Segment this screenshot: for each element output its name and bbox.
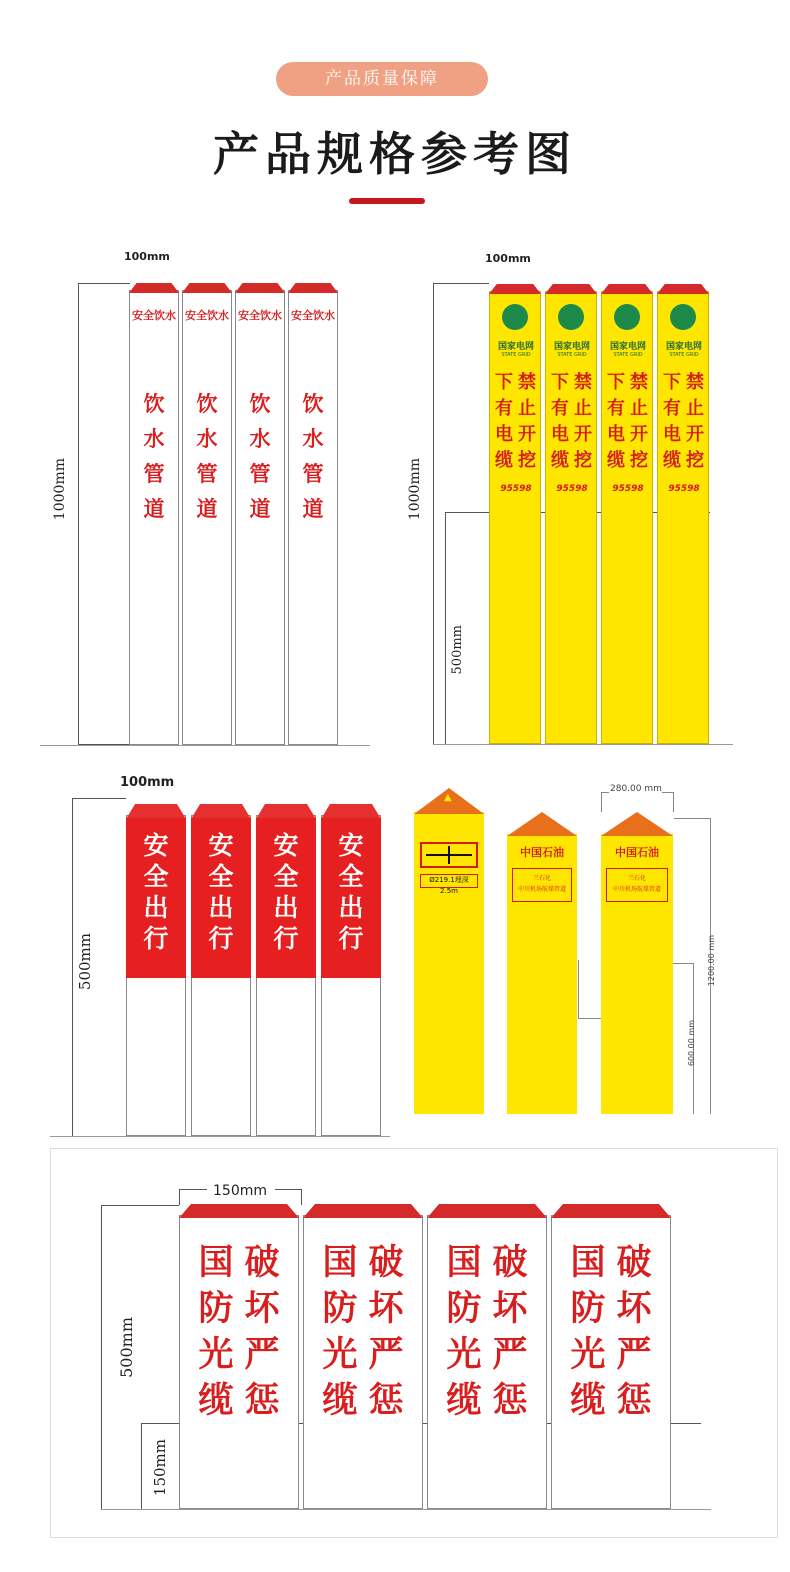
post: 安 全 出 行 [126, 815, 186, 1136]
marker: 国 防 光 缆 破 坏 严 惩 [303, 1215, 423, 1509]
half-height-label: 500mm [450, 625, 465, 675]
marker: 国 防 光 缆 破 坏 严 惩 [427, 1215, 547, 1509]
post [129, 290, 179, 745]
state-grid-logo-icon [502, 304, 528, 330]
width-label: 150mm [213, 1183, 267, 1199]
height-label: 500mm [117, 1317, 136, 1378]
width-label: 100mm [485, 252, 531, 265]
post: 安 全 出 行 [191, 815, 251, 1136]
pipe-symbol-icon [420, 842, 478, 868]
width-label: 100mm [124, 250, 170, 263]
post: 国家电网 STATE GRID 下 有 电 缆 禁 止 开 挖 95598 [657, 291, 709, 744]
quality-badge: 产品质量保障 [276, 62, 488, 96]
page-title: 产品规格参考图 [213, 127, 577, 181]
post: 安全饮水 饮 水 管 道 [182, 290, 232, 745]
post: 国家电网 STATE GRID 下 有 电 缆 禁 止 开 挖 95598 [545, 291, 597, 744]
panel-state-grid [395, 240, 790, 750]
width-label: 280.00 mm [610, 784, 662, 794]
post: 国家电网 STATE GRID 下 有 电 缆 禁 止 开 挖 95598 [489, 291, 541, 744]
panel-safe-travel [0, 765, 395, 1145]
pipeline-marker: ▲ Ø219.1埋深2.5m [414, 812, 484, 1114]
height-label: 1000mm [52, 458, 68, 521]
panel-petrochina [400, 780, 790, 1125]
half-height-label: 600.00 mm [687, 1020, 696, 1067]
post: 安全饮水 饮 水 管 道 [235, 290, 285, 745]
height-label: 1200.00 mm [707, 935, 716, 987]
height-label: 500mm [76, 933, 94, 991]
height-label: 1000mm [407, 458, 423, 521]
up-arrow-icon: ▲ [444, 792, 452, 803]
width-label: 100mm [120, 775, 175, 790]
state-grid-logo-icon [614, 304, 640, 330]
post: 国家电网 STATE GRID 下 有 电 缆 禁 止 开 挖 95598 [601, 291, 653, 744]
marker: 国 防 光 缆 破 坏 严 惩 [551, 1215, 671, 1509]
state-grid-logo-icon [558, 304, 584, 330]
post: 安 全 出 行 [321, 815, 381, 1136]
state-grid-logo-icon [670, 304, 696, 330]
grid-post-group [489, 283, 711, 744]
marker: 国 防 光 缆 破 坏 严 惩 [179, 1215, 299, 1509]
post: 安全饮水 饮 水 管 道 [288, 290, 338, 745]
base-height-label: 150mm [151, 1439, 169, 1497]
panel-defense-cable [50, 1148, 778, 1538]
title-underline [349, 198, 425, 204]
pipeline-marker: 中国石油 兰石化 中川机场航煤管道 [601, 834, 673, 1114]
post-header: 安全饮水 [132, 309, 176, 322]
pipeline-marker: 中国石油 兰石化 中川机场航煤管道 [507, 834, 577, 1114]
post: 安 全 出 行 [256, 815, 316, 1136]
panel-drinking-water [0, 240, 390, 750]
post-body: 饮 水 管 道 [143, 392, 165, 521]
